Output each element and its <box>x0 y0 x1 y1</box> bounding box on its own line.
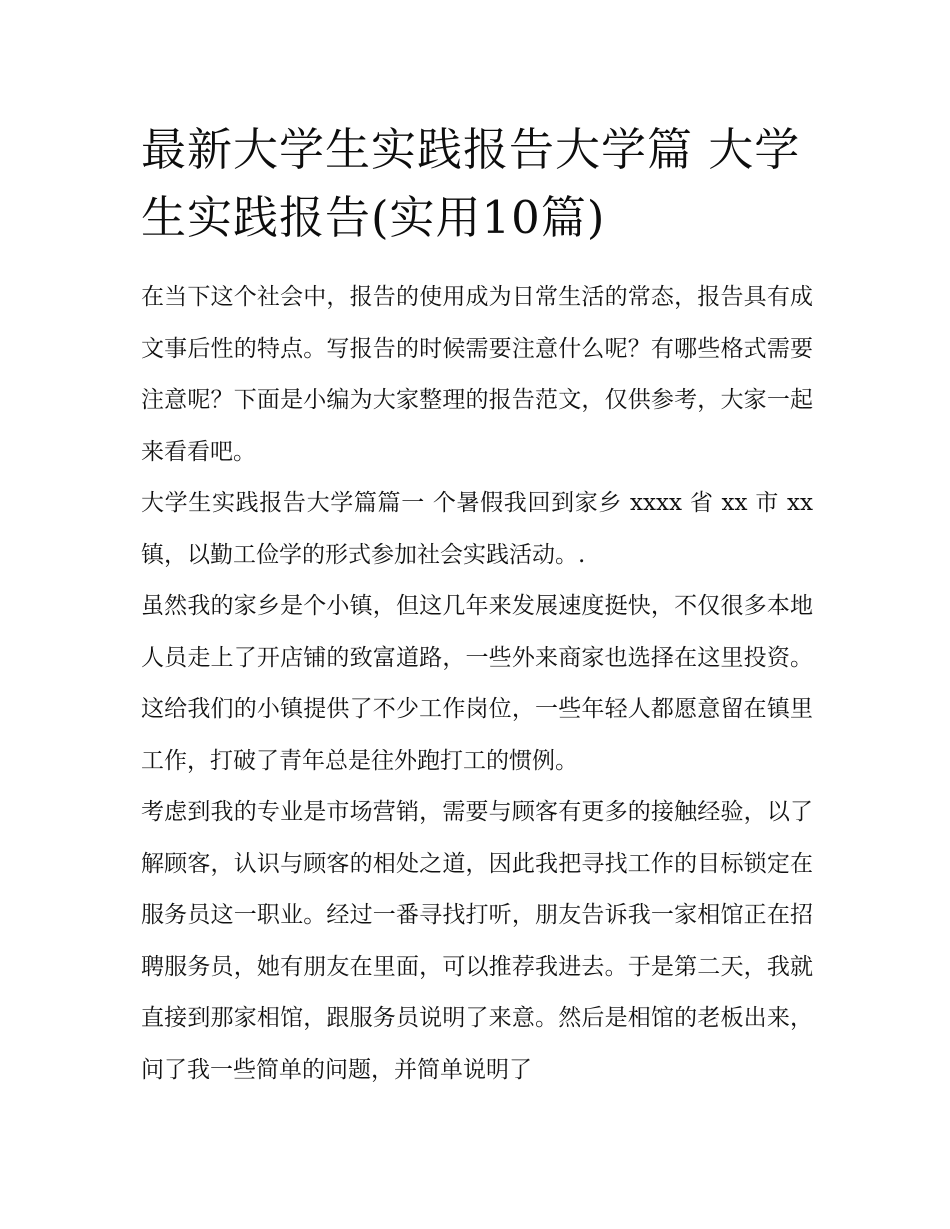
document-title: 最新大学生实践报告大学篇 大学生实践报告(实用10篇) <box>141 123 801 244</box>
paragraph-job-search: 考虑到我的专业是市场营销，需要与顾客有更多的接触经验，以了解顾客，认识与顾客的相处之道，因此我把寻找工作的目标锁定在服务员这一职业。经过一番寻找打听，朋友告诉我一家相馆正在招聘服务员，她有朋友在里面，可以推荐我进去。于是第二天，我就直接到那家相馆，跟服务员说明了来意。然后是相馆的老板出来，问了我一些简单的问题，并简单说明了 <box>141 799 813 1083</box>
document-content <box>141 116 813 1096</box>
paragraph-hometown: 虽然我的家乡是个小镇，但这几年来发展速度挺快，不仅很多本地人员走上了开店铺的致富道路，一些外来商家也选择在这里投资。这给我们的小镇提供了不少工作岗位，一些年轻人都愿意留在镇里工作，打破了青年总是往外跑打工的惯例。 <box>141 593 813 774</box>
paragraph-section-one-opening: 大学生实践报告大学篇篇一 个暑假我回到家乡 xxxx 省 xx 市 xx 镇，以勤工俭学的形式参加社会实践活动。. <box>141 490 813 568</box>
paragraph-intro: 在当下这个社会中，报告的使用成为日常生活的常态，报告具有成文事后性的特点。写报告的时候需要注意什么呢？有哪些格式需要注意呢？下面是小编为大家整理的报告范文，仅供参考，大家一起来看看吧。 <box>141 284 813 465</box>
document-body <box>141 272 813 1096</box>
